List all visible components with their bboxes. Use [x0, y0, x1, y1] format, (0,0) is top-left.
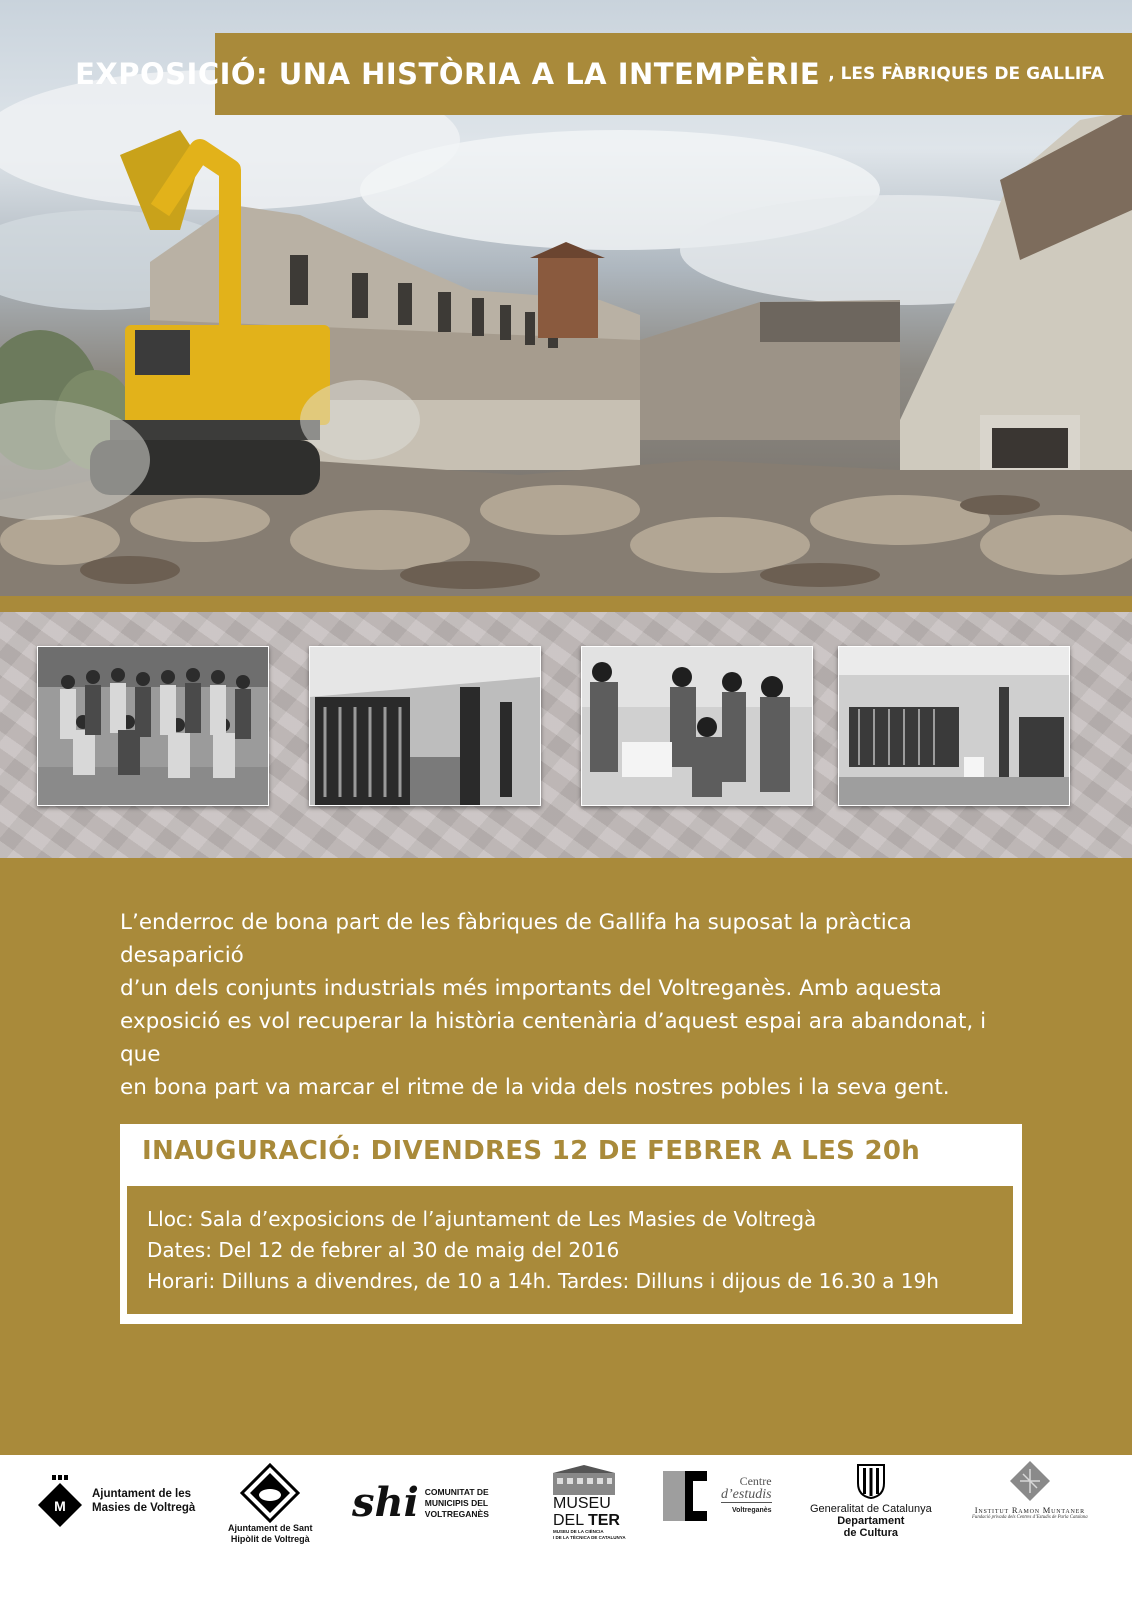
centre-estudis-c-icon [661, 1469, 717, 1523]
generalitat-logo-line: de Cultura [843, 1527, 899, 1539]
exhibition-subtitle: , LES FÀBRIQUES DE GALLIFA [828, 64, 1104, 84]
svg-text:M: M [54, 1498, 66, 1514]
photo-workers-break [581, 646, 813, 806]
event-hours: Horari: Dilluns a divendres, de 10 a 14h. Tardes: Dilluns i dijous de 16.30 a 19h [147, 1269, 939, 1293]
exhibition-title-banner [75, 33, 1132, 115]
sant-hipolit-shield-icon [240, 1463, 300, 1523]
centre-logo-line: Centre [739, 1474, 772, 1488]
photo-spinning-room [838, 646, 1070, 806]
museum-building-icon [553, 1465, 615, 1495]
museu-logo-small: MUSEU DE LA CIÈNCIA [553, 1529, 604, 1534]
information-section [0, 858, 1132, 1455]
muntaner-diamond-icon [1008, 1459, 1052, 1503]
gold-divider [0, 596, 1132, 612]
generalitat-logo-line: Generalitat de Catalunya [810, 1503, 932, 1515]
generalitat-logo-line: Departament [837, 1515, 905, 1527]
photo-factory-machinery [309, 646, 541, 806]
museu-logo-small: I DE LA TÈCNICA DE CATALUNYA [553, 1535, 626, 1540]
muntaner-logo-small: Fundació privada dels Centres d’Estudis de Parla Catalana [972, 1515, 1088, 1520]
logo-sant-hipolit [228, 1463, 313, 1545]
logo-centre-estudis [661, 1469, 772, 1523]
masies-logo-line: Ajuntament de les [92, 1488, 192, 1500]
event-dates: Dates: Del 12 de febrer al 30 de maig del 2016 [147, 1238, 620, 1262]
logo-comunitat-municipis [352, 1479, 489, 1526]
comunitat-logo-line: COMUNITAT DE [424, 1486, 489, 1497]
logo-generalitat [810, 1463, 932, 1539]
museu-logo-ter: TER [587, 1512, 620, 1529]
inauguration-box [120, 1124, 1022, 1324]
generalitat-shield-icon [856, 1463, 886, 1499]
description-line: L’enderroc de bona part de les fàbriques de Gallifa ha suposat la pràctica desaparició [120, 910, 912, 968]
comunitat-mark: shi [352, 1479, 419, 1526]
masies-logo-line: Masies de Voltregà [92, 1502, 196, 1514]
comunitat-logo-line: VOLTREGANÈS [424, 1508, 489, 1519]
photo-factory-women-group [37, 646, 269, 806]
muntaner-logo-name: Institut Ramon Muntaner [974, 1505, 1085, 1515]
centre-logo-line: Voltreganès [721, 1502, 772, 1518]
masies-shield-icon [36, 1475, 84, 1527]
description-line: d’un dels conjunts industrials més importants del Voltreganès. Amb aquesta [120, 976, 942, 1001]
sponsor-logos [0, 1455, 1132, 1600]
inauguration-title: INAUGURACIÓ: DIVENDRES 12 DE FEBRER A LES 20h [142, 1136, 921, 1166]
sant-hipolit-logo-line: Hipòlit de Voltregà [230, 1534, 310, 1544]
museu-logo-line: DEL [553, 1512, 588, 1529]
logo-museu-del-ter [553, 1465, 626, 1541]
description-line: exposició es vol recuperar la història centenària d’aquest espai ara abandonat, i que [120, 1009, 987, 1067]
exhibition-title: EXPOSICIÓ: UNA HISTÒRIA A LA INTEMPÈRIE [75, 57, 821, 91]
sant-hipolit-logo-line: Ajuntament de Sant [228, 1523, 313, 1533]
museu-logo-line: MUSEU [553, 1495, 611, 1512]
hero-photo [0, 0, 1132, 596]
logo-masies-de-voltrega [36, 1475, 195, 1527]
event-details [127, 1186, 1013, 1314]
comunitat-logo-line: MUNICIPIS DEL [424, 1497, 489, 1508]
event-location: Lloc: Sala d’exposicions de l’ajuntament de Les Masies de Voltregà [147, 1207, 817, 1231]
centre-logo-line: d’estudis [721, 1487, 772, 1502]
logo-institut-ramon-muntaner [972, 1459, 1088, 1520]
historic-photos-band [0, 612, 1132, 858]
exhibition-description [120, 906, 1025, 1104]
description-line: en bona part va marcar el ritme de la vida dels nostres pobles i la seva gent. [120, 1075, 950, 1100]
